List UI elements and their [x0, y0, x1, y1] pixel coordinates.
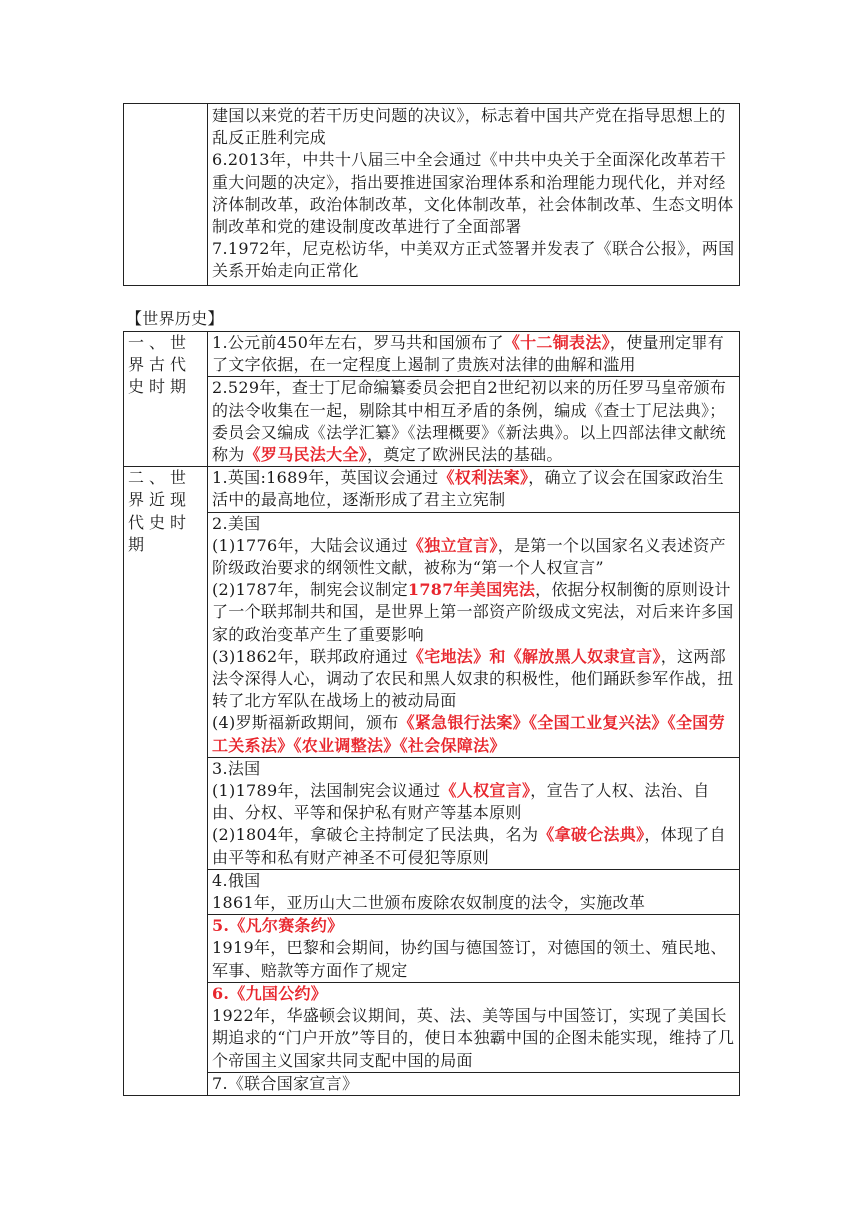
table-row [124, 104, 740, 286]
table-row [124, 512, 740, 757]
continuation-table [123, 103, 740, 286]
item-title: 2.美国 [212, 513, 261, 533]
item-title: 7.《联合国家宣言》 [212, 1073, 359, 1093]
paragraph: 1919年，巴黎和会期间，协约国与德国签订，对德国的领土、殖民地、军事、赔款等方面作了规定 [212, 938, 727, 980]
table-row [124, 377, 740, 467]
paragraph: (3)1862年，联邦政府通过《宅地法》和《解放黑人奴隶宣言》，这两部法令深得人心，调动了农民和黑人奴隶的积极性，他们踊跃参军作战，扭转了北方军队在战场上的被动局面 [212, 646, 734, 711]
table-row [124, 915, 740, 983]
table-row [124, 467, 740, 512]
table-row [124, 332, 740, 377]
item-cell: 2.529年，查士丁尼命编纂委员会把自2世纪初以来的历任罗马皇帝颁布的法令收集在一起，剔除其中相互矛盾的条例，编成《查士丁尼法典》；委员会又编成《法学汇纂》《法理概要》《新法典》。以上四部法律文献统称为《罗马民法大全》，奠定了欧洲民法的基础。 [208, 377, 740, 467]
table-row [124, 869, 740, 914]
paragraph: 1861年，亚历山大二世颁布废除农奴制度的法令，实施改革 [212, 893, 646, 913]
continuation-cell: 建国以来党的若干历史问题的决议》，标志着中国共产党在指导思想上的乱反正胜利完成 6.2013年，中共十八届三中全会通过《中共中央关于全面深化改革若干重大问题的决定》，指出要推进国家治理体系和治理能力现代化，并对经济体制改革，政治体制改革，文化体制改革，社会体制改革、生态文明体制改革和党的建设制度改革进行了全面部署 7.1972年，尼克松访华，中美双方正式签署并发表了《联合公报》，两国关系开始走向正常化 [208, 104, 740, 286]
paragraph: (4)罗斯福新政期间，颁布《紧急银行法案》《全国工业复兴法》《全国劳工关系法》《农业调整法》《社会保障法》 [212, 713, 725, 755]
table-row [124, 757, 740, 869]
table-row [124, 982, 740, 1072]
item-title: 6.《九国公约》 [212, 983, 328, 1003]
table-row [124, 1072, 740, 1095]
item-cell [208, 757, 740, 869]
item-cell: 1.公元前450年左右，罗马共和国颁布了《十二铜表法》，使量刑定罪有了文字依据，在一定程度上遏制了贵族对法律的曲解和滥用 [208, 332, 740, 377]
empty-cell [124, 104, 208, 286]
period-cell: 二、世界近现代史时期 [124, 467, 208, 1096]
world-history-table [123, 331, 740, 1096]
period-cell: 一、世界古代史时期 [124, 332, 208, 467]
section-heading: 【世界历史】 [126, 309, 224, 328]
paragraph: (1)1789年，法国制宪会议通过《人权宣言》，宣告了人权、法治、自由、分权、平等和保护私有财产等基本原则 [212, 781, 710, 823]
item-cell [208, 869, 740, 914]
paragraph: (2)1787年，制宪会议制定1787年美国宪法，依据分权制衡的原则设计了一个联邦制共和国，是世界上第一部资产阶级成文宪法，对后来许多国家的政治变革产生了重要影响 [212, 580, 734, 644]
item-title: 3.法国 [212, 758, 261, 778]
item-title: 4.俄国 [212, 870, 261, 890]
item-cell [208, 512, 740, 757]
item-cell [208, 1072, 740, 1095]
item-cell [208, 915, 740, 983]
paragraph: 1922年，华盛顿会议期间，英、法、美等国与中国签订，实现了美国长期追求的“门户开放”等目的，使日本独霸中国的企图未能实现，维持了几个帝国主义国家共同支配中国的局面 [212, 1006, 735, 1070]
item-title: 5.《凡尔赛条约》 [212, 916, 344, 936]
paragraph: (2)1804年，拿破仑主持制定了民法典，名为《拿破仑法典》，体现了自由平等和私有财产神圣不可侵犯等原则 [212, 825, 726, 867]
item-cell: 1.英国:1689年，英国议会通过《权利法案》，确立了议会在国家政治生活中的最高地位，逐渐形成了君主立宪制 [208, 467, 740, 512]
paragraph: (1)1776年，大陆会议通过《独立宣言》，是第一个以国家名义表述资产阶级政治要求的纲领性文献，被称为“第一个人权宣言” [212, 535, 726, 578]
item-cell [208, 982, 740, 1072]
